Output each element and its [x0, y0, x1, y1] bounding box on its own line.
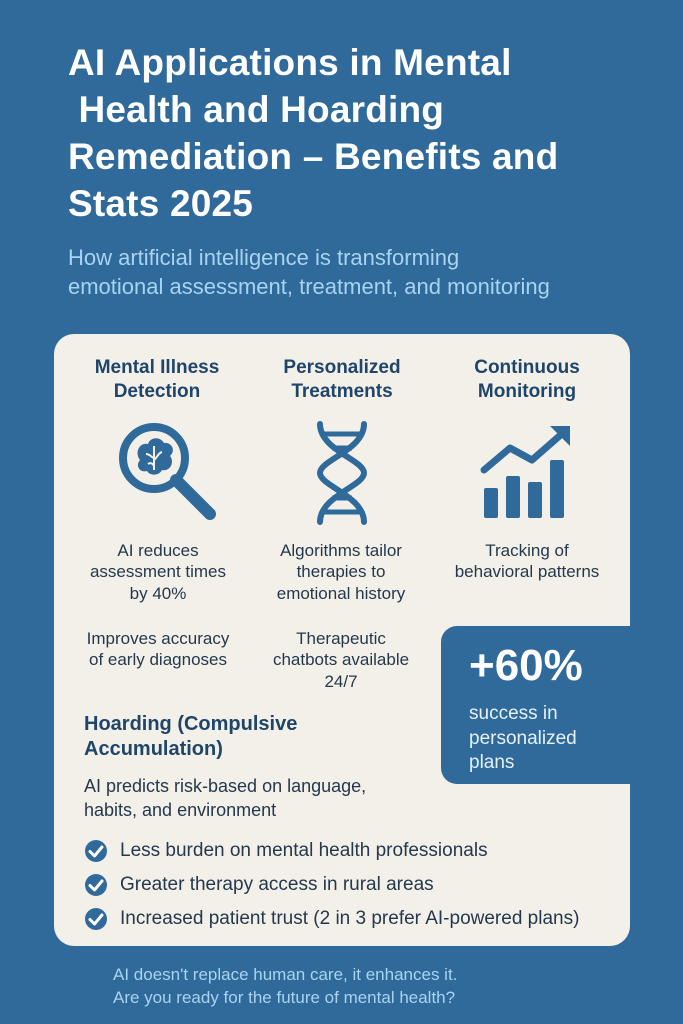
detection-extra-line: Improves accuracy	[86, 629, 230, 648]
title-line: Remediation – Benefits and	[68, 135, 559, 177]
hoarding-text-line: AI predicts risk-based on language,	[84, 776, 367, 796]
check-circle-icon	[84, 907, 108, 931]
stat-label-line: plans	[469, 752, 515, 774]
monitoring-heading	[432, 356, 622, 404]
monitoring-text-line: Tracking of	[485, 541, 569, 560]
detection-text-line: assessment times	[89, 562, 227, 582]
title-line: Stats 2025	[68, 182, 254, 224]
treatments-extra	[241, 628, 441, 692]
title-line: Health and Hoarding	[68, 88, 445, 130]
treatments-text	[241, 540, 441, 604]
treatments-extra-line: 24/7	[324, 671, 358, 691]
title-line: AI Applications in Mental	[68, 42, 512, 83]
dna-icon	[310, 420, 374, 526]
growth-chart-icon	[478, 422, 574, 522]
benefit-text: Increased patient trust (2 in 3 prefer AI-powered plans)	[120, 908, 580, 929]
stat-label-line: success in	[469, 703, 558, 724]
benefit-text: Greater therapy access in rural areas	[120, 874, 434, 895]
footer-message	[113, 964, 633, 1010]
check-circle-icon	[84, 839, 108, 863]
list-item	[84, 868, 579, 902]
benefits-list	[84, 834, 579, 936]
success-stat-box	[441, 626, 631, 784]
monitoring-heading-line: Monitoring	[477, 380, 577, 402]
subtitle-line: emotional assessment, treatment, and monitoring	[68, 273, 550, 299]
detection-heading-line: Detection	[113, 380, 201, 402]
detection-extra	[58, 628, 258, 671]
detection-heading	[62, 356, 252, 404]
list-item	[84, 902, 579, 936]
stat-value: +60%	[469, 641, 583, 690]
footer-line: AI doesn't replace human care, it enhances it.	[113, 965, 458, 984]
subtitle	[68, 244, 648, 301]
detection-text-line: AI reduces	[117, 541, 199, 560]
hoarding-heading	[84, 712, 297, 763]
treatments-heading-line: Personalized	[283, 357, 401, 378]
treatments-text-line: Algorithms tailor	[280, 541, 402, 560]
hoarding-heading-line: Hoarding (Compulsive	[84, 713, 298, 735]
treatments-extra-line: chatbots available	[272, 650, 410, 670]
check-circle-icon	[84, 873, 108, 897]
hoarding-heading-line: Accumulation)	[84, 738, 223, 761]
treatments-text-line: therapies to	[296, 562, 386, 582]
detection-heading-line: Mental Illness	[94, 357, 220, 378]
treatments-heading-line: Treatments	[291, 380, 393, 402]
detection-text	[58, 540, 258, 604]
page-title	[68, 40, 658, 228]
monitoring-heading-line: Continuous	[474, 357, 580, 378]
brain-magnifier-icon	[112, 418, 222, 528]
detection-text-line: by 40%	[129, 583, 187, 603]
monitoring-text	[427, 540, 627, 583]
benefit-text: Less burden on mental health professionals	[120, 840, 488, 861]
monitoring-text-line: behavioral patterns	[454, 562, 600, 582]
detection-extra-line: of early diagnoses	[89, 650, 227, 670]
treatments-extra-line: Therapeutic	[296, 629, 386, 648]
stat-label-line: personalized	[469, 727, 577, 749]
hoarding-text-line: habits, and environment	[84, 800, 277, 821]
footer-line: Are you ready for the future of mental health?	[113, 987, 456, 1007]
subtitle-line: How artificial intelligence is transforming	[68, 245, 460, 270]
treatments-heading	[247, 356, 437, 404]
stat-label	[469, 702, 631, 776]
list-item	[84, 834, 579, 868]
treatments-text-line: emotional history	[276, 583, 406, 603]
hoarding-text	[84, 774, 366, 823]
